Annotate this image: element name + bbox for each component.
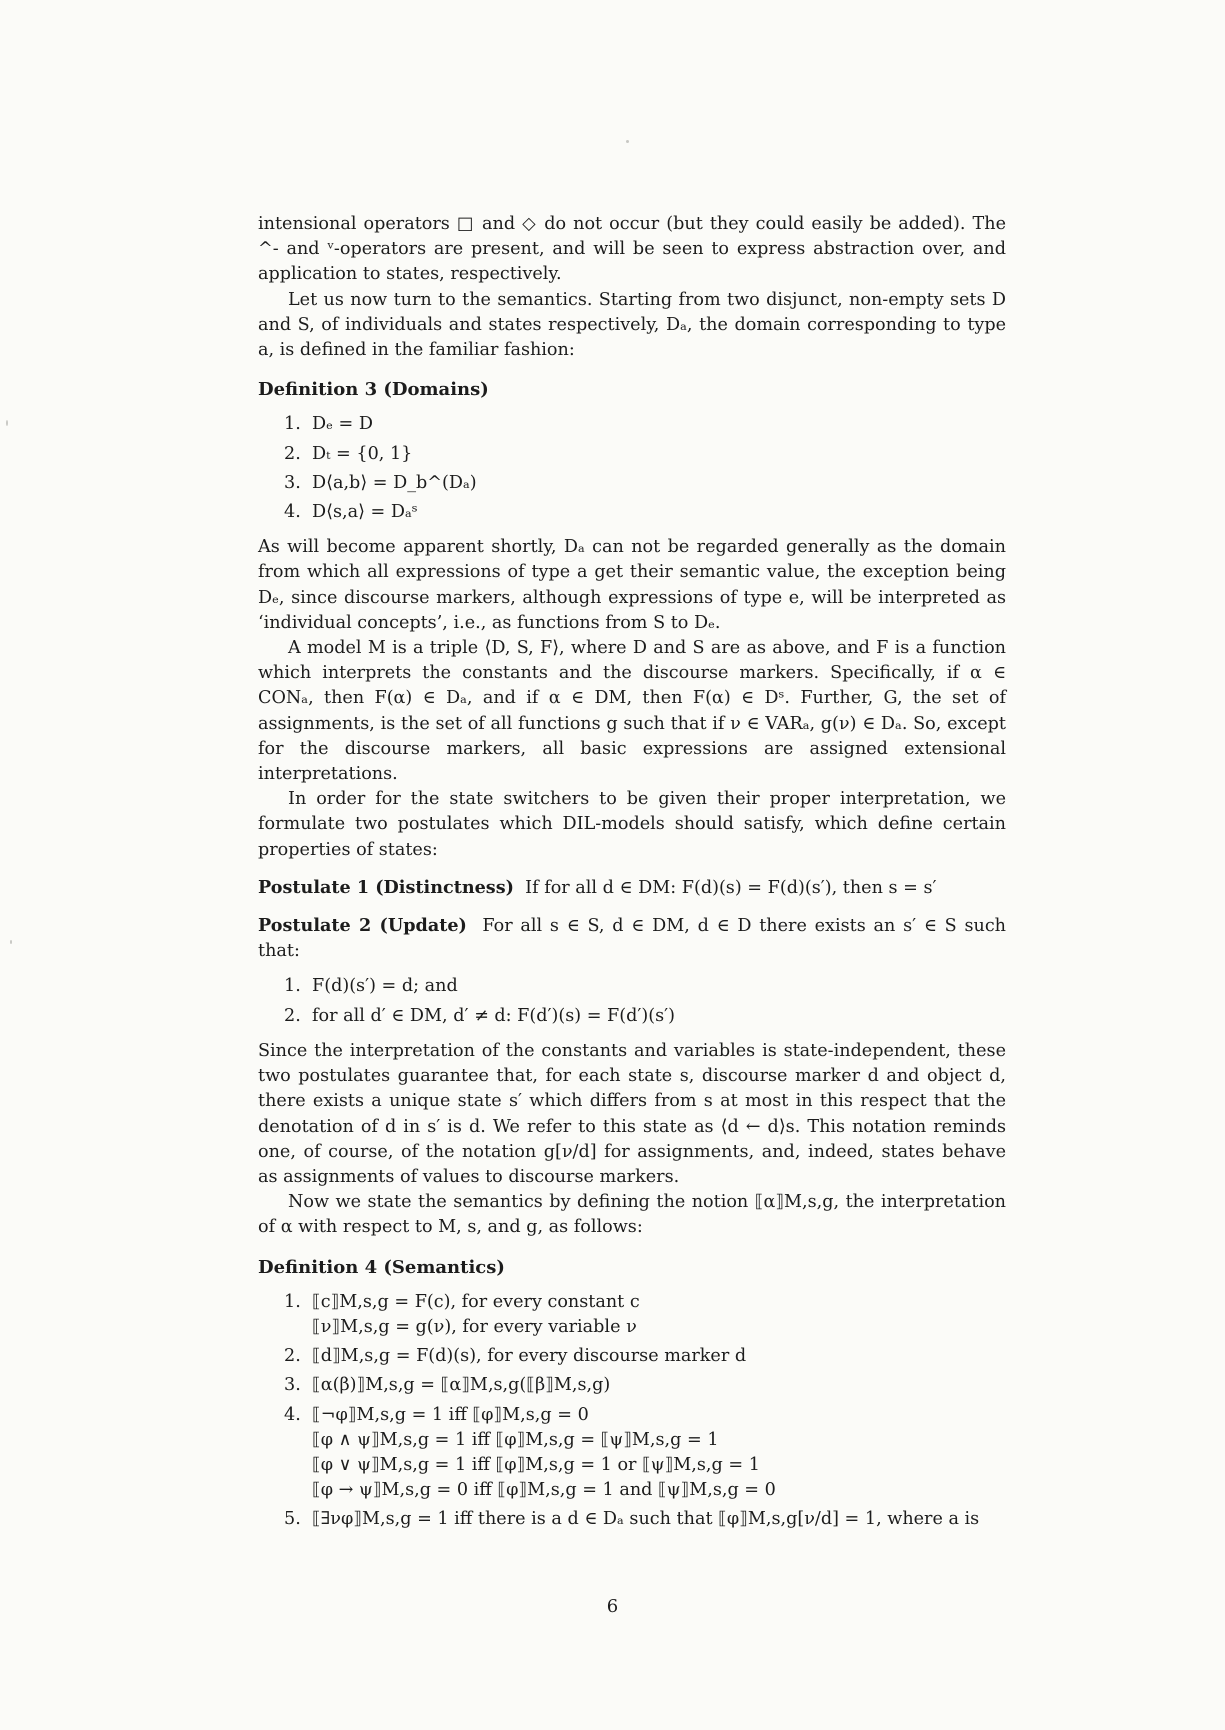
paragraph: Since the interpretation of the constants and variables is state-independent, these two postulates guarantee that, for each state s, discourse marker d and object d, there exists a unique state s′ which differs from s at most in this respect that the denotation of d in s′ is d. We refer to this state as ⟨d ← d⟩s. This notation reminds one, of course, of the notation g[ν/d] for assignments, and, indeed, states behave as assignments of values to discourse markers.	[258, 1040, 1006, 1187]
formula-line: ⟦d⟧M,s,g = F(d)(s), for every discourse marker d	[312, 1346, 747, 1367]
item-text: for all d′ ∈ DM, d′ ≠ d: F(d′)(s) = F(d′)(s′)	[312, 1005, 675, 1026]
list-item	[284, 442, 1006, 467]
item-number: 2.	[284, 1005, 301, 1026]
list-item	[284, 1403, 1006, 1504]
item-text: F(d)(s′) = d; and	[312, 976, 458, 997]
formula-line: ⟦α(β)⟧M,s,g = ⟦α⟧M,s,g(⟦β⟧M,s,g)	[312, 1375, 611, 1396]
list-item	[284, 1344, 1006, 1369]
item-number: 1.	[284, 1291, 301, 1312]
formula-line: ⟦c⟧M,s,g = F(c), for every constant c	[312, 1291, 640, 1312]
paragraph: intensional operators □ and ◇ do not occur (but they could easily be added). The ^- and ᵛ-operators are present, and will be seen to express abstraction over, and application to states, respectively.	[258, 214, 1006, 285]
list-item	[284, 412, 1006, 437]
list-item	[284, 1290, 1006, 1340]
list-item	[284, 1373, 1006, 1398]
definition-4-list	[258, 1290, 1006, 1533]
item-text: D⟨s,a⟩ = Dₐˢ	[312, 502, 418, 523]
item-number: 2.	[284, 443, 301, 464]
definition-3-heading: Definition 3 (Domains)	[258, 379, 489, 401]
formula-line: ⟦¬φ⟧M,s,g = 1 iff ⟦φ⟧M,s,g = 0	[312, 1404, 589, 1425]
paragraph: A model M is a triple ⟨D, S, F⟩, where D and S are as above, and F is a function which interprets the constants and the discourse markers. Specifically, if α ∈ CONₐ, then F(α) ∈ Dₐ, and if α ∈ DM, then F(α) ∈ Dˢ. Further, G, the set of assignments, is the set of all functions g such that if ν ∈ VARₐ, g(ν) ∈ Dₐ. So, except for the discourse markers, all basic expressions are assigned extensional interpretations.	[258, 638, 1006, 785]
page-number: 6	[606, 1596, 619, 1617]
item-number: 3.	[284, 1375, 301, 1396]
postulate-1-text: If for all d ∈ DM: F(d)(s) = F(d)(s′), then s = s′	[525, 877, 937, 898]
formula-line: ⟦φ ∧ ψ⟧M,s,g = 1 iff ⟦φ⟧M,s,g = ⟦ψ⟧M,s,g = 1	[312, 1429, 719, 1450]
item-number: 1.	[284, 414, 301, 435]
postulate-2-list	[258, 974, 1006, 1028]
postulate-2-text: For all s ∈ S, d ∈ DM, d ∈ D there exists an s′ ∈ S such that:	[258, 916, 1007, 962]
formula-line: ⟦ν⟧M,s,g = g(ν), for every variable ν	[312, 1316, 637, 1337]
item-number: 3.	[284, 472, 301, 493]
paragraph: As will become apparent shortly, Dₐ can not be regarded generally as the domain from which all expressions of type a get their semantic value, the exception being Dₑ, since discourse markers, although expressions of type e, will be interpreted as ‘individual concepts’, i.e., as functions from S to Dₑ.	[258, 537, 1006, 633]
list-item	[284, 974, 1006, 999]
list-item	[284, 500, 1006, 525]
paragraph: In order for the state switchers to be given their proper interpretation, we formulate two postulates which DIL-models should satisfy, which define certain properties of states:	[258, 789, 1006, 860]
scan-speck	[6, 420, 8, 426]
paragraph: Now we state the semantics by defining the notion ⟦α⟧M,s,g, the interpretation of α with respect to M, s, and g, as follows:	[258, 1192, 1006, 1238]
formula-line: ⟦φ → ψ⟧M,s,g = 0 iff ⟦φ⟧M,s,g = 1 and ⟦ψ⟧M,s,g = 0	[312, 1480, 776, 1501]
item-number: 4.	[284, 1404, 301, 1425]
paragraph: Let us now turn to the semantics. Starting from two disjunct, non-empty sets D and S, of individuals and states respectively, Dₐ, the domain corresponding to type a, is defined in the familiar fashion:	[258, 289, 1006, 361]
item-text: D⟨a,b⟩ = D_b^(Dₐ)	[312, 472, 477, 493]
postulate-1-label: Postulate 1 (Distinctness)	[258, 876, 514, 898]
item-number: 4.	[284, 502, 301, 523]
definition-4-heading: Definition 4 (Semantics)	[258, 1256, 505, 1278]
item-number: 5.	[284, 1509, 301, 1530]
formula-line: ⟦φ ∨ ψ⟧M,s,g = 1 iff ⟦φ⟧M,s,g = 1 or ⟦ψ⟧M,s,g = 1	[312, 1454, 760, 1475]
item-text: Dₜ = {0, 1}	[312, 443, 413, 464]
postulate-2-label: Postulate 2 (Update)	[258, 915, 467, 937]
formula-line: ⟦∃νφ⟧M,s,g = 1 iff there is a d ∈ Dₐ such that ⟦φ⟧M,s,g[ν/d] = 1, where a is	[312, 1509, 980, 1530]
list-item	[284, 1507, 1006, 1532]
postulate-1	[258, 875, 1006, 901]
page-content	[258, 212, 1006, 1543]
postulate-2	[258, 913, 1006, 964]
item-number: 1.	[284, 976, 301, 997]
item-text: Dₑ = D	[312, 414, 373, 435]
scan-speck	[10, 940, 12, 944]
definition-3-list	[258, 412, 1006, 525]
item-number: 2.	[284, 1346, 301, 1367]
list-item	[284, 471, 1006, 496]
scan-speck	[626, 140, 629, 143]
list-item	[284, 1004, 1006, 1029]
